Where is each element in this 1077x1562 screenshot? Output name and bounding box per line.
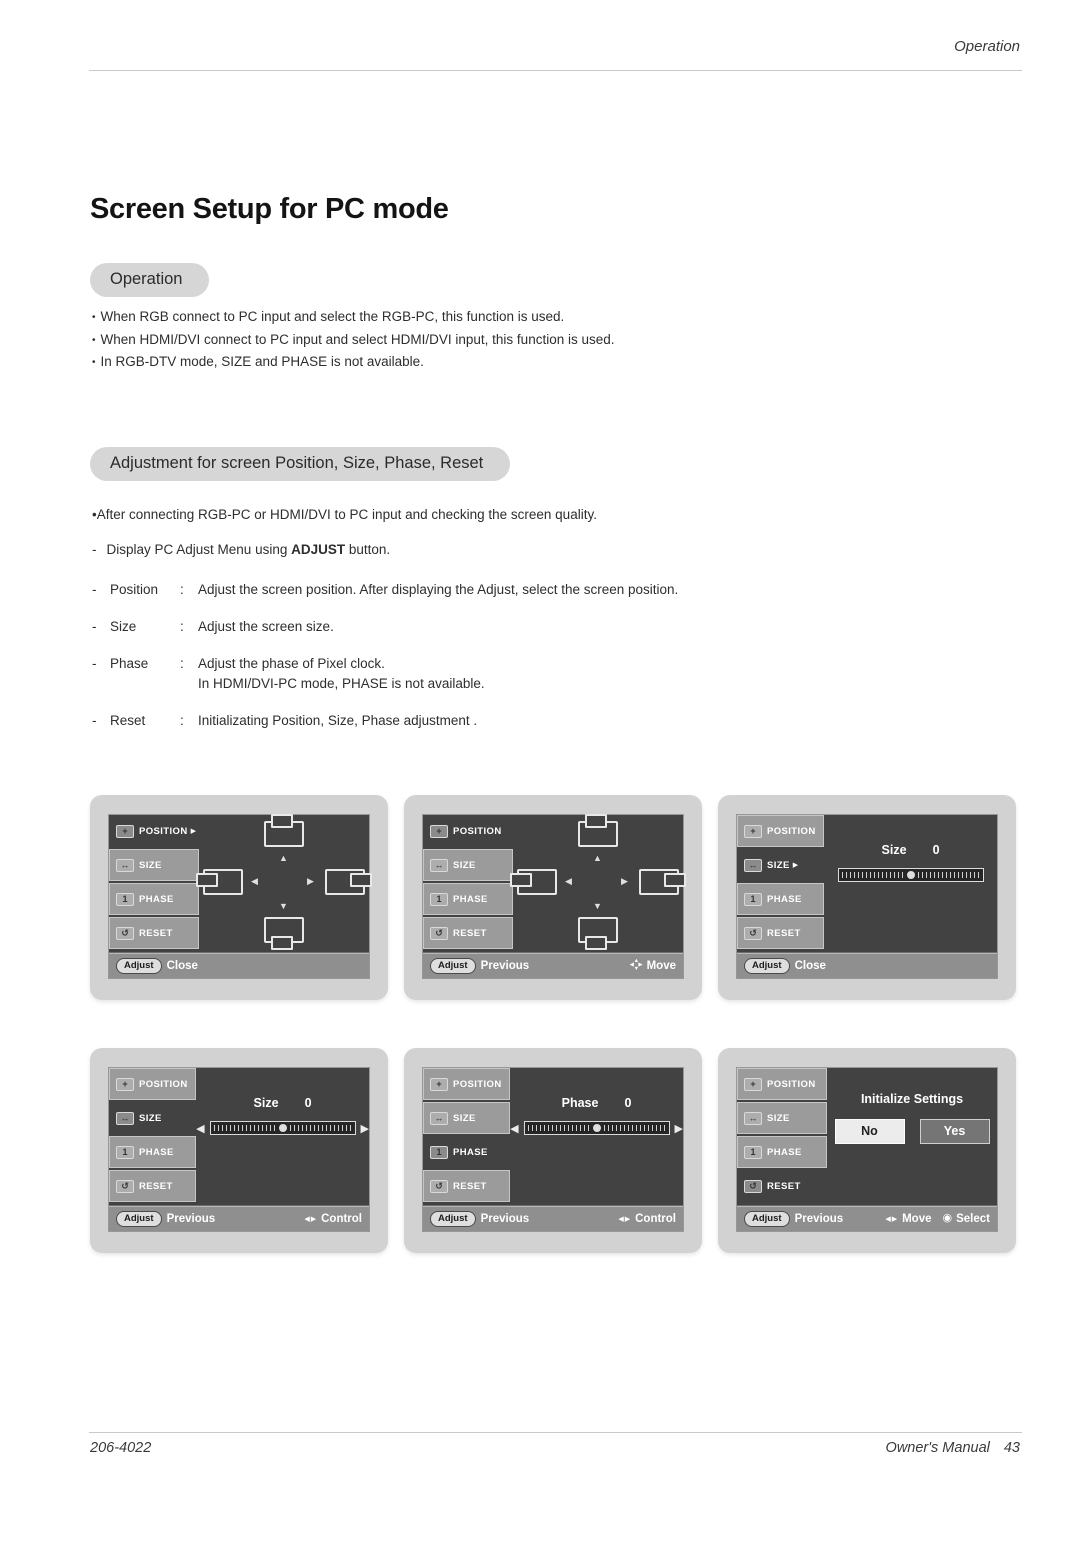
statusbar-hint bbox=[885, 1213, 931, 1225]
statusbar-hint-label: Select bbox=[956, 1212, 990, 1225]
adjust-button[interactable]: Adjust bbox=[116, 1211, 162, 1227]
statusbar-hint-label: Control bbox=[321, 1212, 362, 1225]
slider-control bbox=[196, 1096, 369, 1205]
footer-manual-label bbox=[886, 1440, 1020, 1456]
dash-marker: - bbox=[92, 656, 97, 671]
osd-body bbox=[109, 1068, 369, 1205]
osd-menu-item-label: POSITION bbox=[139, 825, 188, 837]
definition-list bbox=[92, 580, 1017, 748]
osd-menu-item-size[interactable] bbox=[737, 1102, 827, 1134]
statusbar-hint bbox=[618, 1213, 676, 1225]
osd-body bbox=[737, 1068, 997, 1205]
osd-menu-item-size[interactable] bbox=[737, 849, 824, 881]
osd-statusbar bbox=[109, 952, 369, 978]
osd-body bbox=[423, 1068, 683, 1205]
statusbar-hints bbox=[885, 1213, 990, 1225]
statusbar-hint bbox=[943, 1213, 991, 1225]
osd-menu-item-label: SIZE bbox=[139, 859, 162, 871]
dash-marker: - bbox=[92, 582, 97, 597]
slider-label-row bbox=[254, 1096, 312, 1110]
reset-icon: ↺ bbox=[744, 927, 762, 940]
reset-icon: ↺ bbox=[430, 1180, 448, 1193]
arrow-up-icon: ▲ bbox=[593, 853, 602, 863]
move-dpad-icon: ▲ ▼ ◀ ▶ bbox=[629, 958, 643, 972]
monitor-down-icon bbox=[578, 917, 618, 943]
osd-menu-item-label: PHASE bbox=[139, 1146, 174, 1158]
adjust-button[interactable]: Adjust bbox=[430, 958, 476, 974]
position-icon: + bbox=[744, 825, 762, 838]
phase-icon: 1 bbox=[744, 1146, 762, 1159]
definition-row-reset bbox=[92, 711, 1017, 731]
select-circle-icon: ◉ bbox=[942, 1212, 953, 1224]
definition-desc-line1: Adjust the screen position. After displaying the Adjust, select the screen position. bbox=[198, 582, 679, 597]
osd-statusbar bbox=[109, 1205, 369, 1231]
definition-row-size bbox=[92, 617, 1017, 637]
position-adjust-graphic bbox=[513, 821, 683, 945]
statusbar-hints bbox=[618, 1213, 676, 1225]
osd-screenshot-reset-confirm bbox=[718, 1048, 1016, 1253]
osd-menu-sidebar bbox=[109, 1068, 196, 1205]
osd-main-area bbox=[824, 815, 997, 952]
osd-menu-item-position[interactable] bbox=[109, 815, 199, 847]
display-line-post: button. bbox=[345, 542, 391, 557]
slider-value: 0 bbox=[304, 1096, 312, 1110]
adjust-button[interactable]: Adjust bbox=[430, 1211, 476, 1227]
phase-icon: 1 bbox=[116, 893, 134, 906]
phase-icon: 1 bbox=[116, 1146, 134, 1159]
osd-menu-item-label: PHASE bbox=[767, 1146, 802, 1158]
statusbar-action-label: Previous bbox=[794, 1212, 844, 1225]
adjust-button[interactable]: Adjust bbox=[116, 958, 162, 974]
bullet-text: When RGB connect to PC input and select the RGB-PC, this function is used. bbox=[100, 309, 565, 324]
reset-title: Initialize Settings bbox=[860, 1092, 964, 1106]
monitor-right-icon bbox=[639, 869, 679, 895]
position-icon: + bbox=[116, 1078, 134, 1091]
osd-main-area bbox=[196, 1068, 369, 1205]
osd-menu-item-label: PHASE bbox=[139, 893, 174, 905]
osd-statusbar bbox=[737, 952, 997, 978]
osd-main-area bbox=[827, 1068, 997, 1205]
osd-menu-item-size[interactable] bbox=[423, 1102, 510, 1134]
slider-knob[interactable] bbox=[593, 1124, 601, 1132]
osd-menu-sidebar bbox=[423, 1068, 510, 1205]
osd-screenshot-size-menu bbox=[718, 795, 1016, 1000]
osd-menu-item-position[interactable] bbox=[423, 1068, 510, 1100]
osd-screen bbox=[422, 1067, 684, 1232]
bullet-marker: • bbox=[92, 312, 96, 323]
slider-left-arrow-icon[interactable]: ◀ bbox=[196, 1122, 205, 1135]
reset-icon: ↺ bbox=[430, 927, 448, 940]
definition-desc-line1: Initializating Position, Size, Phase adjustment . bbox=[198, 713, 478, 728]
arrow-down-icon: ▼ bbox=[279, 901, 288, 911]
statusbar-action-label: Previous bbox=[480, 959, 530, 972]
dash-marker: - bbox=[92, 619, 97, 634]
arrow-left-icon: ◀ bbox=[565, 876, 572, 886]
slider-right-arrow-icon[interactable]: ▶ bbox=[674, 1122, 683, 1135]
footer-doc-number: 206-4022 bbox=[90, 1440, 152, 1456]
osd-menu-item-label: RESET bbox=[767, 1180, 801, 1192]
osd-screenshots-grid bbox=[90, 795, 1016, 1253]
reset-icon: ↺ bbox=[116, 927, 134, 940]
osd-body bbox=[737, 815, 997, 952]
osd-screenshot-position-adjust bbox=[404, 795, 702, 1000]
size-icon: ↔ bbox=[430, 1112, 448, 1125]
yes-button[interactable]: Yes bbox=[920, 1119, 990, 1144]
definition-desc-line1: Adjust the phase of Pixel clock. bbox=[198, 656, 385, 671]
position-icon: + bbox=[744, 1078, 762, 1091]
definition-desc bbox=[198, 711, 1017, 731]
arrow-right-icon: ▶ bbox=[307, 876, 314, 886]
slider-value: 0 bbox=[932, 843, 940, 857]
osd-menu-item-size[interactable] bbox=[423, 849, 513, 881]
left-right-arrows-icon: ◀▶ bbox=[618, 1215, 632, 1223]
position-adjust-graphic bbox=[199, 821, 369, 945]
adjust-button[interactable]: Adjust bbox=[744, 958, 790, 974]
left-right-arrows-icon: ◀▶ bbox=[304, 1215, 318, 1223]
chevron-right-icon: ▶ bbox=[792, 862, 799, 869]
statusbar-hint-label: Move bbox=[646, 959, 676, 972]
adjustment-intro: •After connecting RGB-PC or HDMI/DVI to PC input and checking the screen quality. bbox=[92, 507, 597, 522]
osd-menu-item-reset[interactable] bbox=[109, 917, 199, 949]
definition-desc-line2: In HDMI/DVI-PC mode, PHASE is not available. bbox=[198, 676, 485, 691]
osd-menu-sidebar bbox=[109, 815, 199, 952]
osd-screenshot-phase-adjust bbox=[404, 1048, 702, 1253]
reset-buttons bbox=[835, 1119, 990, 1144]
position-icon: + bbox=[430, 825, 448, 838]
osd-menu-item-label: RESET bbox=[767, 927, 801, 939]
osd-menu-item-phase[interactable] bbox=[109, 883, 199, 915]
osd-menu-item-label: RESET bbox=[453, 927, 487, 939]
definition-colon: : bbox=[180, 619, 184, 634]
osd-menu-item-label: RESET bbox=[139, 927, 173, 939]
operation-bullet-list bbox=[92, 306, 615, 374]
definition-colon: : bbox=[180, 582, 184, 597]
footer-manual-text: Owner's Manual bbox=[885, 1440, 990, 1456]
osd-menu-item-position[interactable] bbox=[109, 1068, 196, 1100]
slider-row bbox=[510, 1121, 683, 1135]
osd-screen bbox=[422, 814, 684, 979]
header-rule bbox=[89, 70, 1022, 71]
statusbar-hints bbox=[630, 959, 676, 972]
chevron-right-icon: ▶ bbox=[190, 828, 196, 835]
osd-statusbar bbox=[737, 1205, 997, 1231]
osd-menu-item-position[interactable] bbox=[737, 1068, 827, 1100]
osd-screen bbox=[108, 1067, 370, 1232]
page-title: Screen Setup for PC mode bbox=[90, 193, 449, 225]
statusbar-hint-label: Control bbox=[635, 1212, 676, 1225]
bullet-item bbox=[92, 329, 615, 352]
osd-menu-item-phase[interactable] bbox=[109, 1136, 196, 1168]
bullet-text: When HDMI/DVI connect to PC input and select HDMI/DVI input, this function is used. bbox=[100, 331, 615, 347]
size-slider[interactable] bbox=[838, 868, 984, 882]
slider-right-arrow-icon[interactable]: ▶ bbox=[360, 1122, 369, 1135]
adjust-keyword: ADJUST bbox=[291, 542, 346, 557]
osd-main-area bbox=[513, 815, 683, 952]
osd-menu-item-label: RESET bbox=[139, 1180, 173, 1192]
definition-colon: : bbox=[180, 656, 184, 671]
running-header: Operation bbox=[954, 38, 1020, 55]
slider-control bbox=[510, 1096, 683, 1205]
osd-menu-item-reset[interactable] bbox=[737, 917, 824, 949]
slider-label: Size bbox=[881, 843, 907, 857]
monitor-up-icon bbox=[264, 821, 304, 847]
monitor-down-icon bbox=[264, 917, 304, 943]
size-icon: ↔ bbox=[430, 859, 448, 872]
dash-marker: - bbox=[92, 713, 97, 728]
slider-row bbox=[196, 1121, 369, 1135]
osd-screen bbox=[736, 1067, 998, 1232]
osd-menu-item-position[interactable] bbox=[737, 815, 824, 847]
phase-icon: 1 bbox=[430, 893, 448, 906]
definition-term: Phase bbox=[110, 656, 149, 671]
osd-body bbox=[423, 815, 683, 952]
bullet-marker: • bbox=[92, 334, 96, 346]
osd-menu-item-size[interactable] bbox=[109, 1102, 196, 1134]
osd-menu-sidebar bbox=[737, 1068, 827, 1205]
page-number: 43 bbox=[1003, 1440, 1020, 1456]
osd-menu-item-label: PHASE bbox=[453, 1146, 488, 1158]
osd-menu-item-label: POSITION bbox=[767, 825, 816, 837]
slider-label-row bbox=[562, 1096, 632, 1110]
size-slider[interactable] bbox=[210, 1121, 356, 1135]
definition-desc-line1: Adjust the screen size. bbox=[198, 619, 334, 634]
phase-slider[interactable] bbox=[524, 1121, 670, 1135]
size-icon: ↔ bbox=[116, 859, 134, 872]
display-line-pre: Display PC Adjust Menu using bbox=[106, 542, 292, 557]
statusbar-action-label: Close bbox=[794, 959, 826, 972]
osd-menu-item-label: SIZE bbox=[453, 1112, 476, 1124]
position-icon: + bbox=[430, 1078, 448, 1091]
osd-statusbar bbox=[423, 1205, 683, 1231]
footer-rule bbox=[89, 1432, 1022, 1433]
arrow-right-icon: ▶ bbox=[621, 876, 628, 886]
slider-knob[interactable] bbox=[907, 871, 915, 879]
statusbar-action-label: Previous bbox=[166, 1212, 216, 1225]
slider-left-arrow-icon[interactable]: ◀ bbox=[510, 1122, 519, 1135]
osd-body bbox=[109, 815, 369, 952]
size-icon: ↔ bbox=[116, 1112, 134, 1125]
definition-desc bbox=[198, 617, 1017, 637]
slider-label-row bbox=[882, 843, 940, 857]
dash-marker: - bbox=[92, 542, 97, 557]
position-icon: + bbox=[116, 825, 134, 838]
slider-label: Phase bbox=[561, 1096, 599, 1110]
bullet-item bbox=[92, 306, 615, 329]
osd-menu-item-label: POSITION bbox=[453, 825, 502, 837]
osd-menu-item-reset[interactable] bbox=[109, 1170, 196, 1202]
osd-menu-item-size[interactable] bbox=[109, 849, 199, 881]
bullet-item bbox=[92, 351, 615, 374]
arrow-left-icon: ◀ bbox=[251, 876, 258, 886]
slider-knob[interactable] bbox=[279, 1124, 287, 1132]
definition-desc bbox=[198, 654, 1017, 694]
adjust-button[interactable]: Adjust bbox=[744, 1211, 790, 1227]
slider-label: Size bbox=[253, 1096, 279, 1110]
slider-value: 0 bbox=[624, 1096, 632, 1110]
statusbar-hints bbox=[304, 1213, 362, 1225]
reset-icon: ↺ bbox=[744, 1180, 762, 1193]
adjustment-section-pill: Adjustment for screen Position, Size, Phase, Reset bbox=[90, 447, 510, 481]
osd-menu-item-label: POSITION bbox=[139, 1078, 188, 1090]
osd-menu-item-label: POSITION bbox=[453, 1078, 502, 1090]
monitor-left-icon bbox=[517, 869, 557, 895]
osd-menu-item-phase[interactable] bbox=[737, 1136, 827, 1168]
statusbar-hint-label: Move bbox=[902, 1212, 932, 1225]
osd-menu-item-label: PHASE bbox=[767, 893, 802, 905]
osd-menu-item-phase[interactable] bbox=[423, 1136, 510, 1168]
size-icon: ↔ bbox=[744, 859, 762, 872]
osd-screenshot-position-menu bbox=[90, 795, 388, 1000]
arrow-up-icon: ▲ bbox=[279, 853, 288, 863]
phase-icon: 1 bbox=[430, 1146, 448, 1159]
statusbar-hint bbox=[630, 959, 676, 972]
slider-row bbox=[824, 868, 997, 882]
bullet-text: In RGB-DTV mode, SIZE and PHASE is not available. bbox=[100, 354, 424, 369]
osd-screen bbox=[108, 814, 370, 979]
osd-menu-item-label: SIZE bbox=[139, 1112, 162, 1124]
osd-menu-item-label: SIZE bbox=[767, 859, 790, 871]
bullet-marker: • bbox=[92, 357, 96, 368]
slider-control bbox=[824, 843, 997, 952]
osd-main-area bbox=[199, 815, 369, 952]
definition-desc bbox=[198, 580, 1017, 600]
reset-icon: ↺ bbox=[116, 1180, 134, 1193]
definition-term: Size bbox=[110, 619, 137, 634]
left-right-arrows-icon: ◀▶ bbox=[885, 1215, 899, 1223]
osd-menu-item-label: SIZE bbox=[453, 859, 476, 871]
osd-menu-sidebar bbox=[423, 815, 513, 952]
operation-section-pill: Operation bbox=[90, 263, 209, 297]
size-icon: ↔ bbox=[744, 1112, 762, 1125]
osd-main-area bbox=[510, 1068, 683, 1205]
monitor-right-icon bbox=[325, 869, 365, 895]
monitor-left-icon bbox=[203, 869, 243, 895]
reset-confirm-panel bbox=[835, 1092, 990, 1205]
definition-term: Reset bbox=[110, 713, 146, 728]
statusbar-action-label: Previous bbox=[480, 1212, 530, 1225]
osd-menu-item-label: RESET bbox=[453, 1180, 487, 1192]
statusbar-action-label: Close bbox=[166, 959, 198, 972]
definition-colon: : bbox=[180, 713, 184, 728]
osd-menu-item-reset[interactable] bbox=[737, 1170, 827, 1202]
osd-menu-item-phase[interactable] bbox=[423, 883, 513, 915]
osd-menu-sidebar bbox=[737, 815, 824, 952]
definition-row-position bbox=[92, 580, 1017, 600]
osd-menu-item-phase[interactable] bbox=[737, 883, 824, 915]
display-menu-line bbox=[92, 542, 390, 557]
osd-menu-item-reset[interactable] bbox=[423, 1170, 510, 1202]
osd-menu-item-position[interactable] bbox=[423, 815, 513, 847]
monitor-up-icon bbox=[578, 821, 618, 847]
osd-screenshot-size-adjust bbox=[90, 1048, 388, 1253]
osd-menu-item-label: SIZE bbox=[767, 1112, 790, 1124]
osd-screen bbox=[736, 814, 998, 979]
osd-statusbar bbox=[423, 952, 683, 978]
arrow-down-icon: ▼ bbox=[593, 901, 602, 911]
statusbar-hint bbox=[304, 1213, 362, 1225]
phase-icon: 1 bbox=[744, 893, 762, 906]
no-button[interactable]: No bbox=[835, 1119, 905, 1144]
definition-term: Position bbox=[110, 582, 159, 597]
definition-row-phase bbox=[92, 654, 1017, 694]
osd-menu-item-label: POSITION bbox=[767, 1078, 816, 1090]
osd-menu-item-label: PHASE bbox=[453, 893, 488, 905]
osd-menu-item-reset[interactable] bbox=[423, 917, 513, 949]
